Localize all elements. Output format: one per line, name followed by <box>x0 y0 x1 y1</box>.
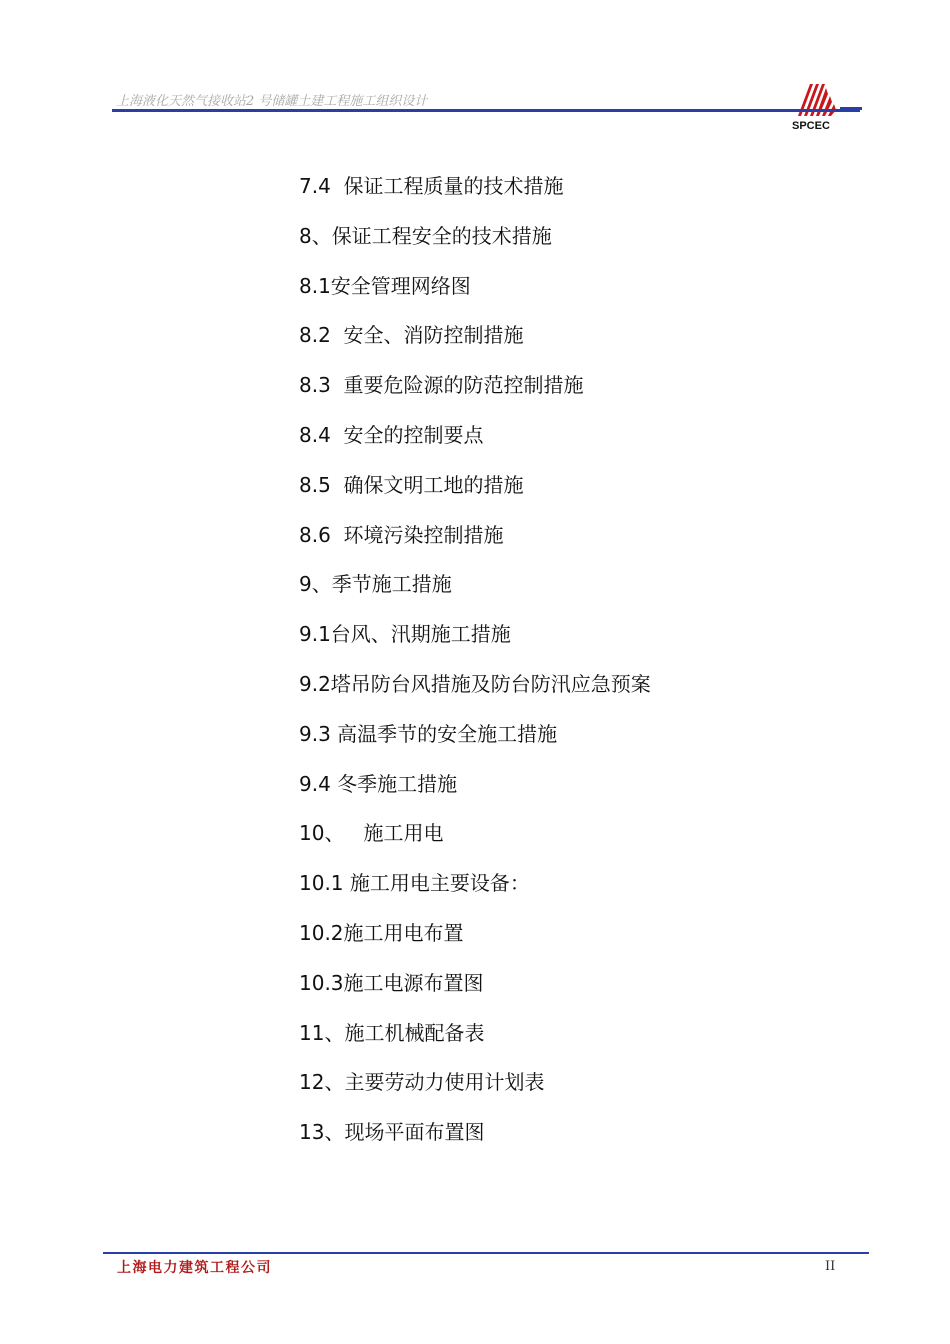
toc-entry: 9.3 高温季节的安全施工措施 <box>299 721 558 746</box>
toc-entry: 8.2 安全、消防控制措施 <box>299 323 524 348</box>
toc-entry: 10.1 施工用电主要设备： <box>299 871 530 896</box>
toc-entry: 7.4 保证工程质量的技术措施 <box>299 174 564 198</box>
toc-entry: 10.3施工电源布置图 <box>299 970 484 995</box>
toc-entry: 8.5 确保文明工地的措施 <box>299 472 524 497</box>
toc-entry: 9.4 冬季施工措施 <box>299 771 458 796</box>
toc-entry: 8.3 重要危险源的防范控制措施 <box>299 373 584 398</box>
spcec-logo-icon <box>790 80 862 132</box>
footer-divider <box>103 1252 869 1254</box>
toc-entry: 9.2塔吊防台风措施及防台防汛应急预案 <box>299 671 651 696</box>
toc-entry: 8.6 环境污染控制措施 <box>299 522 504 547</box>
toc-entry: 9.1台风、汛期施工措施 <box>299 622 511 647</box>
toc-entry: 10、 施工用电 <box>299 821 444 846</box>
footer-company-name: 上海电力建筑工程公司 <box>117 1260 272 1276</box>
toc-entry: 13、现场平面布置图 <box>299 1120 485 1145</box>
logo-text: SPCEC <box>792 120 830 132</box>
document-header-title: 上海液化天然气接收站2 号储罐土建工程施工组织设计 <box>116 94 428 109</box>
toc-entry: 8.1安全管理网络图 <box>299 273 471 298</box>
toc-entry: 12、主要劳动力使用计划表 <box>299 1070 545 1095</box>
toc-entry: 8.4 安全的控制要点 <box>299 422 484 447</box>
header-divider <box>112 109 860 112</box>
toc-entry: 10.2施工用电布置 <box>299 920 464 945</box>
toc-entry: 9、季节施工措施 <box>299 572 452 597</box>
page-number: II <box>825 1259 836 1274</box>
toc-entry: 8、保证工程安全的技术措施 <box>299 223 552 248</box>
table-of-contents <box>299 171 651 1167</box>
toc-entry: 11、施工机械配备表 <box>299 1020 485 1045</box>
